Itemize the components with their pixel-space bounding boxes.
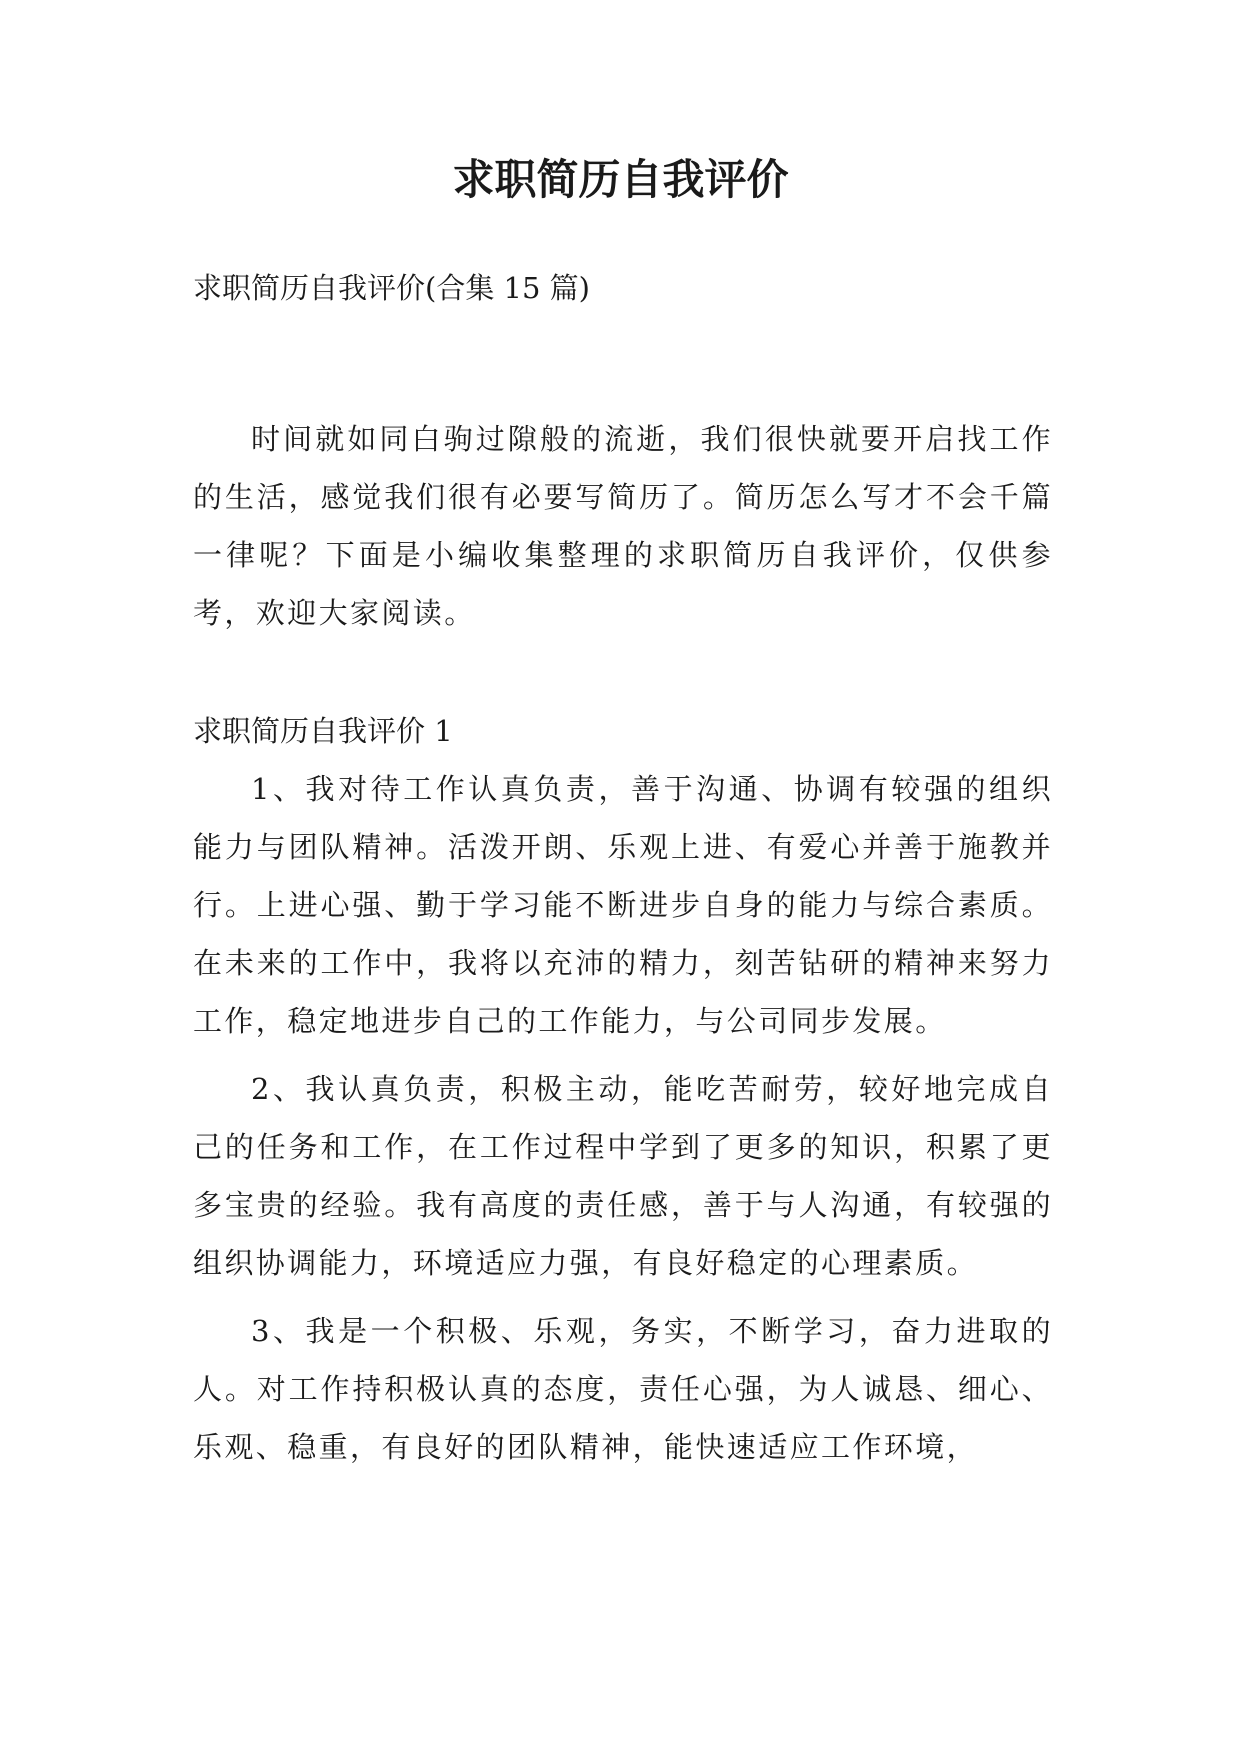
section-heading: 求职简历自我评价 1: [193, 714, 453, 748]
section-paragraph-3: 3、我是一个积极、乐观，务实，不断学习，奋力进取的人。对工作持积极认真的态度，责任心强，为人诚恳、细心、乐观、稳重，有良好的团队精神，能快速适应工作环境，: [193, 1314, 1053, 1464]
section-paragraph-2: 2、我认真负责，积极主动，能吃苦耐劳，较好地完成自己的任务和工作，在工作过程中学到了更多的知识，积累了更多宝贵的经验。我有高度的责任感，善于与人沟通，有较强的组织协调能力，环境适应力强，有良好稳定的心理素质。: [193, 1072, 1053, 1280]
section-1: [193, 702, 1053, 1476]
intro-block: [193, 410, 1053, 642]
section-paragraph-1: 1、我对待工作认真负责，善于沟通、协调有较强的组织能力与团队精神。活泼开朗、乐观上进、有爱心并善于施教并行。上进心强、勤于学习能不断进步自身的能力与综合素质。在未来的工作中，我将以充沛的精力，刻苦钻研的精神来努力工作，稳定地进步自己的工作能力，与公司同步发展。: [193, 772, 1053, 1038]
intro-paragraph: 时间就如同白驹过隙般的流逝，我们很快就要开启找工作的生活，感觉我们很有必要写简历了。简历怎么写才不会千篇一律呢？下面是小编收集整理的求职简历自我评价，仅供参考，欢迎大家阅读。: [193, 422, 1053, 630]
document-title: 求职简历自我评价: [452, 155, 789, 204]
document-subtitle: 求职简历自我评价(合集 15 篇): [193, 271, 590, 305]
